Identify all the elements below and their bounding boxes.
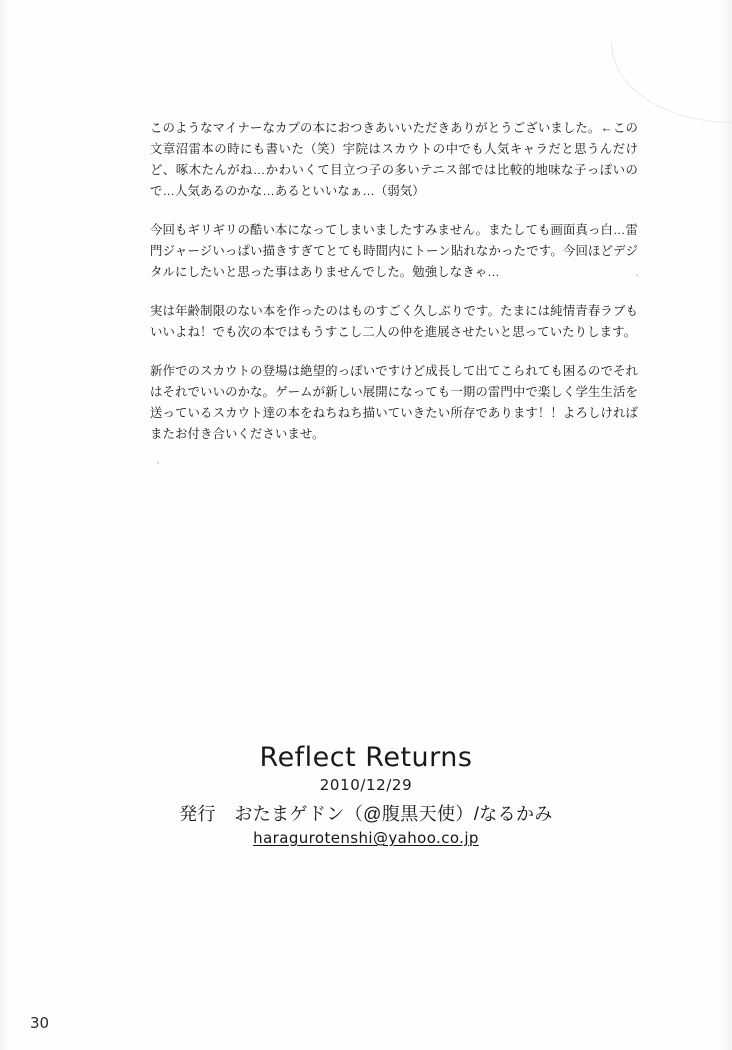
afterword-paragraph: 実は年齢制限のない本を作ったのはものすごく久しぶりです。たまには純情青春ラブもいいよね！でも次の本ではもうすこし二人の仲を進展させたいと思っていたりします。 xyxy=(150,304,638,339)
scan-edge-right xyxy=(718,0,732,1050)
page-number: 30 xyxy=(30,1014,50,1032)
publication-date: 2010/12/29 xyxy=(319,776,413,795)
scan-edge-left xyxy=(0,0,10,1050)
afterword-text-block xyxy=(150,118,638,445)
contact-email: haragurotenshi@yahoo.co.jp xyxy=(253,829,479,848)
afterword-paragraph: 今回もギリギリの酷い本になってしまいましたすみません。またしても画面真っ白…雷門ジャージいっぱい描きすぎてとても時間内にトーン貼れなかったです。今回ほどデジタルにしたいと思った事はありませんでした。勉強しなきゃ… xyxy=(150,223,638,279)
afterword-paragraph: このようなマイナーなカプの本におつきあいいただきありがとうございました。←この文章沼雷本の時にも書いた（笑）宇院はスカウトの中でも人気キャラだと思うんだけど、啄木たんがね…かわいくて目立つ子の多いテニス部では比較的地味な子っぽいので…人気あるのかな…あるといいなぁ…（弱気） xyxy=(150,121,638,198)
publication-title: Reflect Returns xyxy=(259,742,473,773)
afterword-paragraph: 新作でのスカウトの登場は絶望的っぽいですけど成長して出てこられても困るのでそれはそれでいいのかな。ゲームが新しい展開になっても一期の雷門中で楽しく学生生活を送っているスカウト達の本をねちねち描いていきたい所存であります！！よろしければまたお付き合いくださいませ。 xyxy=(150,364,638,441)
page-corner-curl xyxy=(611,42,732,123)
scan-speck xyxy=(157,462,159,464)
colophon xyxy=(0,742,732,847)
publisher-line: 発行 おたまゲドン（@腹黒天使）/なるかみ xyxy=(179,804,553,825)
